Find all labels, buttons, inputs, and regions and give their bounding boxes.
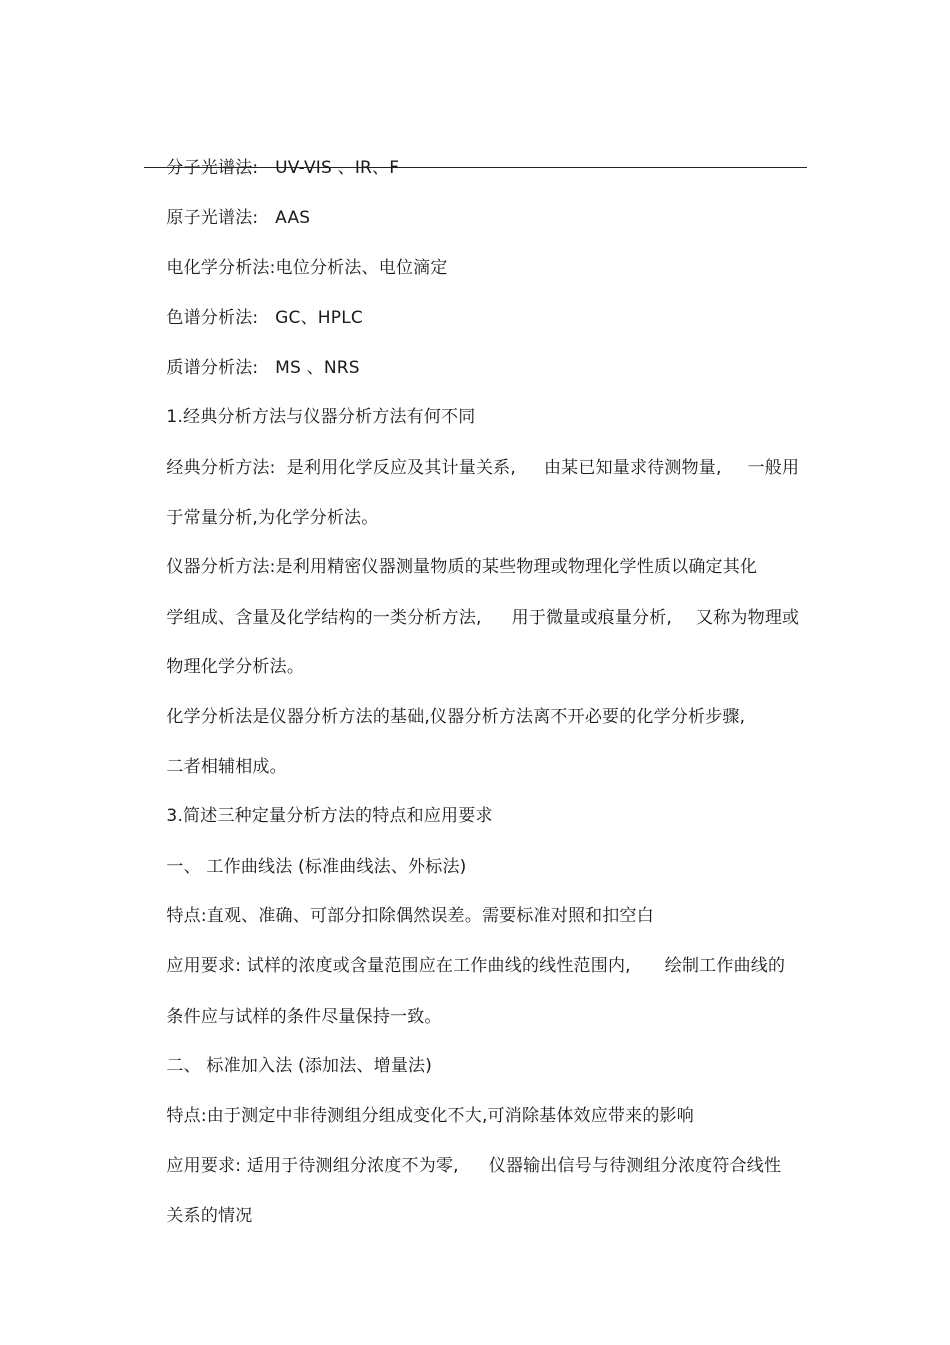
text-segment: 电化学分析法:电位分析法、电位滴定	[166, 258, 448, 278]
text-segment: 条件应与试样的条件尽量保持一致。	[166, 1007, 442, 1027]
text-line	[144, 1180, 252, 1252]
text-segment: 化学分析法是仪器分析方法的基础,仪器分析方法离不开必要的化学分析步骤,	[166, 707, 746, 727]
text-segment: 用于微量或痕量分析,	[511, 608, 673, 628]
text-segment: 仪器输出信号与待测组分浓度符合线性	[488, 1156, 782, 1176]
text-segment: 应用要求: 适用于待测组分浓度不为零,	[166, 1156, 459, 1176]
text-segment: 分子光谱法: UV-VIS 、IR、F	[166, 158, 400, 178]
text-segment: 物理化学分析法。	[166, 657, 305, 677]
text-segment: 关系的情况	[166, 1206, 253, 1226]
text-segment: 经典分析方法: 是利用化学反应及其计量关系,	[166, 458, 516, 478]
text-segment: 1.经典分析方法与仪器分析方法有何不同	[166, 407, 476, 427]
text-segment: 特点:由于测定中非待测组分组成变化不大,可消除基体效应带来的影响	[166, 1106, 694, 1126]
text-segment: 又称为物理或	[696, 608, 800, 628]
text-segment: 二、 标准加入法 (添加法、增量法)	[166, 1056, 433, 1076]
text-segment: 一、 工作曲线法 (标准曲线法、外标法)	[166, 857, 467, 877]
text-segment: 原子光谱法: AAS	[166, 208, 311, 228]
text-segment: 质谱分析法: MS 、NRS	[166, 358, 360, 378]
text-segment: 学组成、含量及化学结构的一类分析方法,	[166, 608, 482, 628]
text-segment: 二者相辅相成。	[166, 757, 287, 777]
text-segment: 由某已知量求待测物量,	[543, 458, 722, 478]
horizontal-rule	[144, 167, 807, 168]
text-segment: 绘制工作曲线的	[664, 956, 786, 976]
text-segment: 仪器分析方法:是利用精密仪器测量物质的某些物理或物理化学性质以确定其化	[166, 557, 758, 577]
text-segment: 应用要求: 试样的浓度或含量范围应在工作曲线的线性范围内,	[166, 956, 631, 976]
text-segment: 一般用	[747, 458, 800, 478]
text-segment: 特点:直观、准确、可部分扣除偶然误差。需要标准对照和扣空白	[166, 906, 654, 926]
text-segment: 3.简述三种定量分析方法的特点和应用要求	[166, 806, 493, 826]
text-segment: 色谱分析法: GC、HPLC	[166, 308, 363, 328]
text-segment: 于常量分析,为化学分析法。	[166, 508, 379, 528]
